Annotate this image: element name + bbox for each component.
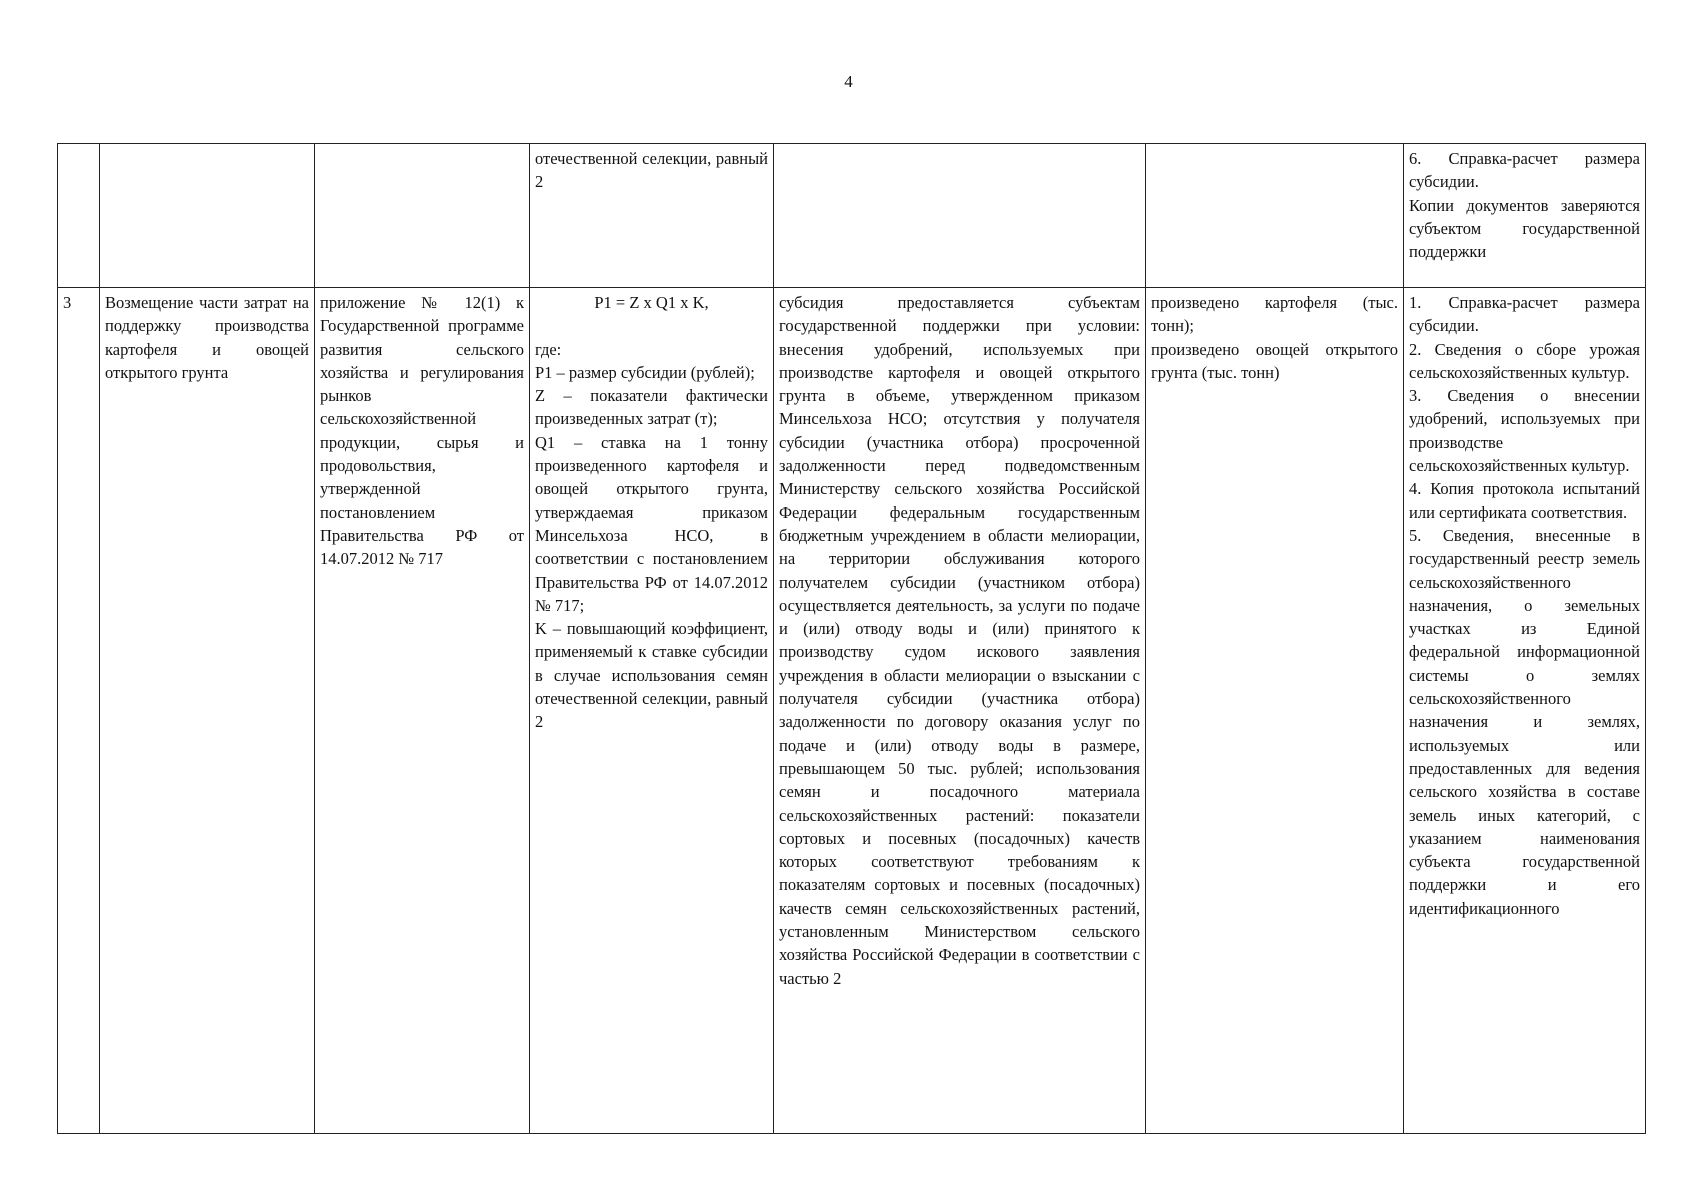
formula-expression: P1 = Z x Q1 x K, [594, 293, 709, 312]
page-number: 4 [844, 72, 853, 91]
cell-conditions [774, 288, 1146, 1134]
formula-k-definition: K – повышающий коэффициент, применяемый к ставке субсидии в случае использования семян отечественной селекции, равный 2 [535, 619, 768, 732]
cell-indicators-empty [1146, 144, 1404, 288]
table-row-continuation [58, 144, 1646, 288]
documents-item-1: 1. Справка-расчет размера субсидии. [1409, 293, 1640, 336]
subsidy-table [57, 143, 1646, 1134]
cell-subsidy-name [100, 288, 315, 1134]
table-row-3 [58, 288, 1646, 1134]
cell-basis-empty [315, 144, 530, 288]
formula-p1-definition: P1 – размер субсидии (рублей); [535, 362, 755, 382]
cell-indicators [1146, 288, 1404, 1134]
cell-documents-continuation [1404, 144, 1646, 288]
documents-item-6: 6. Справка-расчет размера субсидии. [1409, 149, 1640, 192]
conditions-text: субсидия предоставляется субъектам государственной поддержки при условии: внесения удобрений, используемых при производстве картофеля и овощей открытого грунта в объеме, утвержденном приказом Минсельхоза НСО; отсутствия у получателя субсидии (участника отбора) просроченной задолженности перед подведомственным Министерству сельского хозяйства Российской Федерации федеральным государственным бюджетным учреждением в области мелиорации, на территории обслуживания которого получателем субсидии (участником отбора) осуществляется деятельность, за услуги по подаче и (или) отводу воды и (или) принятого к производству судом искового заявления учреждения в области мелиорации о взыскании с получателя субсидии (участника отбора) задолженности по договору оказания услуг по подаче и (или) отводу воды в размере, превышающем 50 тыс. рублей; использования семян и посадочного материала сельскохозяйственных растений: показатели сортовых и посевных (посадочных) качеств которых соответствуют требованиям к показателям сортовых и посевных (посадочных) качеств семян сельскохозяйственных растений, установленным Министерством сельского хозяйства Российской Федерации в соответствии с частью 2 [779, 293, 1140, 988]
cell-formula [530, 288, 774, 1134]
cell-documents [1404, 288, 1646, 1134]
documents-item-5: 5. Сведения, внесенные в государственный реестр земель сельскохозяйственного назначения, о земельных участках из Единой федеральной информационной системы о землях сельскохозяйственного назначения и землях, используемых или предоставленных для ведения сельского хозяйства в составе земель иных категорий, с указанием наименования субъекта государственной поддержки и его идентификационного [1409, 525, 1640, 918]
cell-row-number: 3 [58, 288, 100, 1134]
cell-formula-continuation [530, 144, 774, 288]
subsidy-name-text: Возмещение части затрат на поддержку производства картофеля и овощей открытого грунта [105, 293, 309, 382]
documents-item-2: 2. Сведения о сборе урожая сельскохозяйственных культур. [1409, 339, 1640, 382]
formula-q1-definition: Q1 – ставка на 1 тонну произведенного картофеля и овощей открытого грунта, утверждаемая приказом Минсельхоза НСО, в соответствии с постановлением Правительства РФ от 14.07.2012 № 717; [535, 432, 768, 615]
cell-number-empty [58, 144, 100, 288]
documents-item-4: 4. Копия протокола испытаний или сертификата соответствия. [1409, 479, 1640, 522]
legal-basis-text: приложение № 12(1) к Государственной программе развития сельского хозяйства и регулирования рынков сельскохозяйственной продукции, сырья и продовольствия, утвержденной постановлением Правительства РФ от 14.07.2012 № 717 [320, 293, 524, 569]
cell-name-empty [100, 144, 315, 288]
documents-item-3: 3. Сведения о внесении удобрений, используемых при производстве сельскохозяйственных культур. [1409, 386, 1640, 476]
formula-z-definition: Z – показатели фактически произведенных затрат (т); [535, 386, 768, 429]
formula-where: где: [535, 339, 562, 359]
formula-continuation-text: отечественной селекции, равный 2 [535, 149, 768, 192]
indicator-vegetables: произведено овощей открытого грунта (тыс. тонн) [1151, 339, 1398, 382]
indicator-potato: произведено картофеля (тыс. тонн); [1151, 293, 1398, 336]
cell-legal-basis [315, 288, 530, 1134]
documents-note: Копии документов заверяются субъектом государственной поддержки [1409, 195, 1640, 262]
cell-conditions-empty [774, 144, 1146, 288]
